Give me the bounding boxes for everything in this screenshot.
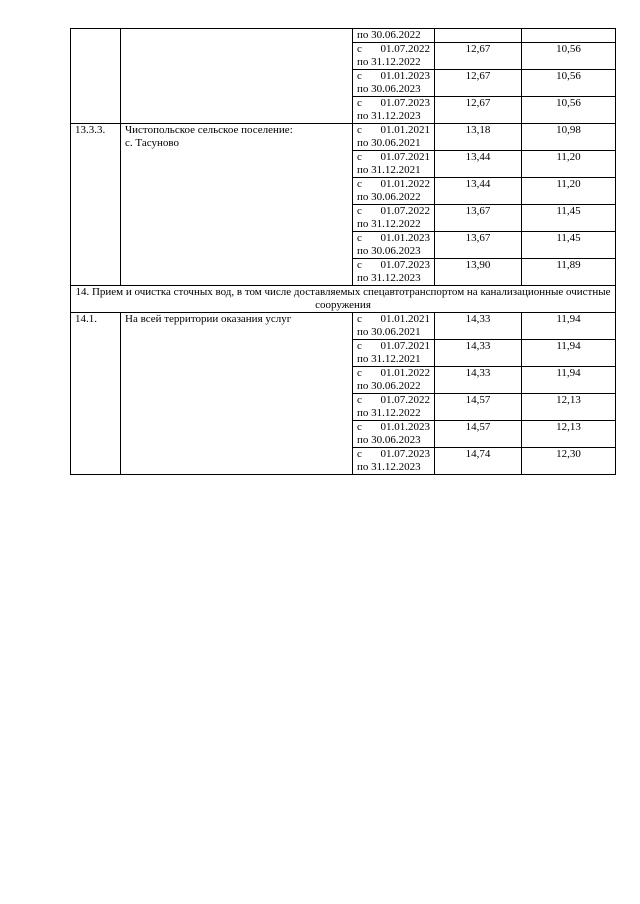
tariff-value-other: 11,94 <box>522 313 616 340</box>
tariff-value-population: 14,57 <box>435 394 522 421</box>
territory-name-line: Чистопольское сельское поселение: <box>125 124 293 136</box>
tariff-value-population: 12,67 <box>435 97 522 124</box>
tariff-value-other: 10,56 <box>522 70 616 97</box>
tariff-value-other: 11,89 <box>522 259 616 286</box>
period-from-prefix: с <box>357 421 362 433</box>
tariff-value-other: 12,30 <box>522 448 616 475</box>
tariff-value-population: 13,44 <box>435 178 522 205</box>
tariff-value-other: 12,13 <box>522 394 616 421</box>
tariff-value-other: 10,56 <box>522 97 616 124</box>
period-cell <box>353 124 435 151</box>
period-from-prefix: с <box>357 70 362 82</box>
period-to: по 30.06.2023 <box>357 83 421 95</box>
tariff-value-population: 12,67 <box>435 43 522 70</box>
period-from <box>357 421 430 434</box>
period-from-prefix: с <box>357 151 362 163</box>
period-to: по 30.06.2022 <box>357 29 421 41</box>
period-cell <box>353 313 435 340</box>
period-from-prefix: с <box>357 232 362 244</box>
tariff-value-population: 12,67 <box>435 70 522 97</box>
tariff-value-population: 13,67 <box>435 232 522 259</box>
period-cell <box>353 205 435 232</box>
period-from <box>357 232 430 245</box>
tariff-value-population: 14,74 <box>435 448 522 475</box>
section-heading-row <box>71 286 616 313</box>
period-cell <box>353 448 435 475</box>
period-from-prefix: с <box>357 367 362 379</box>
period-to: по 31.12.2023 <box>357 461 421 473</box>
period-from-date: 01.07.2023 <box>380 259 430 271</box>
period-to: по 31.12.2022 <box>357 218 421 230</box>
period-cell <box>353 232 435 259</box>
tariff-value-population: 13,18 <box>435 124 522 151</box>
period-to: по 30.06.2021 <box>357 326 421 338</box>
period-from <box>357 43 430 56</box>
period-from <box>357 151 430 164</box>
territory-name-cell: На всей территории оказания услуг <box>121 313 353 475</box>
period-from <box>357 259 430 272</box>
period-cell <box>353 367 435 394</box>
period-from <box>357 313 430 326</box>
period-cell <box>353 151 435 178</box>
period-from-prefix: с <box>357 340 362 352</box>
period-from-prefix: с <box>357 394 362 406</box>
period-from <box>357 340 430 353</box>
period-from-date: 01.07.2022 <box>380 205 430 217</box>
tariff-value-other: 11,94 <box>522 340 616 367</box>
period-cell <box>353 70 435 97</box>
period-from-date: 01.07.2021 <box>380 340 430 352</box>
table-row <box>71 313 616 340</box>
period-from-date: 01.01.2022 <box>380 178 430 190</box>
tariff-value-other: 10,98 <box>522 124 616 151</box>
tariff-value-population: 13,67 <box>435 205 522 232</box>
period-to: по 31.12.2022 <box>357 407 421 419</box>
tariff-value-population: 13,90 <box>435 259 522 286</box>
period-to: по 30.06.2023 <box>357 245 421 257</box>
period-from-date: 01.01.2023 <box>380 232 430 244</box>
period-cell <box>353 29 435 43</box>
period-to: по 31.12.2021 <box>357 164 421 176</box>
period-from <box>357 205 430 218</box>
tariff-value-cell <box>435 29 522 43</box>
territory-name-cell <box>121 29 353 124</box>
period-from <box>357 178 430 191</box>
period-from-date: 01.01.2021 <box>380 313 430 325</box>
period-from-date: 01.01.2021 <box>380 124 430 136</box>
tariff-value-cell <box>522 29 616 43</box>
period-to: по 31.12.2023 <box>357 110 421 122</box>
period-from <box>357 394 430 407</box>
period-from-prefix: с <box>357 178 362 190</box>
period-to: по 31.12.2022 <box>357 56 421 68</box>
tariff-value-other: 11,20 <box>522 151 616 178</box>
period-to: по 31.12.2021 <box>357 353 421 365</box>
period-from-prefix: с <box>357 205 362 217</box>
period-from <box>357 124 430 137</box>
period-cell <box>353 340 435 367</box>
period-from <box>357 448 430 461</box>
tariff-value-other: 12,13 <box>522 421 616 448</box>
period-from-date: 01.07.2022 <box>380 43 430 55</box>
tariff-table <box>70 28 616 475</box>
period-to: по 30.06.2022 <box>357 191 421 203</box>
period-from-prefix: с <box>357 124 362 136</box>
row-number-cell <box>71 29 121 124</box>
period-to: по 30.06.2023 <box>357 434 421 446</box>
period-cell <box>353 43 435 70</box>
period-from-prefix: с <box>357 313 362 325</box>
tariff-value-other: 11,20 <box>522 178 616 205</box>
period-to: по 30.06.2022 <box>357 380 421 392</box>
tariff-value-population: 14,33 <box>435 340 522 367</box>
period-from-date: 01.07.2023 <box>380 448 430 460</box>
row-number-cell: 14.1. <box>71 313 121 475</box>
period-cell <box>353 394 435 421</box>
tariff-value-population: 14,57 <box>435 421 522 448</box>
table-row <box>71 29 616 43</box>
tariff-table-body <box>71 29 616 475</box>
period-from <box>357 367 430 380</box>
period-cell <box>353 178 435 205</box>
period-to: по 30.06.2021 <box>357 137 421 149</box>
period-from-prefix: с <box>357 97 362 109</box>
period-from <box>357 70 430 83</box>
tariff-value-other: 11,45 <box>522 232 616 259</box>
table-row <box>71 124 616 151</box>
period-to: по 31.12.2023 <box>357 272 421 284</box>
period-cell <box>353 421 435 448</box>
period-from-date: 01.07.2022 <box>380 394 430 406</box>
period-from-prefix: с <box>357 43 362 55</box>
tariff-value-population: 14,33 <box>435 367 522 394</box>
row-number-cell: 13.3.3. <box>71 124 121 286</box>
tariff-value-other: 11,94 <box>522 367 616 394</box>
period-from-date: 01.01.2023 <box>380 421 430 433</box>
period-cell <box>353 97 435 124</box>
territory-name-cell <box>121 124 353 286</box>
period-from-prefix: с <box>357 448 362 460</box>
section-heading: 14. Прием и очистка сточных вод, в том числе доставляемых спецавтотранспортом на канализационные очистные сооружения <box>71 286 616 313</box>
territory-name-line: с. Тасуново <box>125 137 179 149</box>
tariff-value-other: 11,45 <box>522 205 616 232</box>
period-from-date: 01.01.2022 <box>380 367 430 379</box>
tariff-value-population: 13,44 <box>435 151 522 178</box>
period-from <box>357 97 430 110</box>
period-cell <box>353 259 435 286</box>
period-from-date: 01.07.2023 <box>380 97 430 109</box>
period-from-prefix: с <box>357 259 362 271</box>
tariff-value-population: 14,33 <box>435 313 522 340</box>
tariff-value-other: 10,56 <box>522 43 616 70</box>
period-from-date: 01.01.2023 <box>380 70 430 82</box>
period-from-date: 01.07.2021 <box>380 151 430 163</box>
